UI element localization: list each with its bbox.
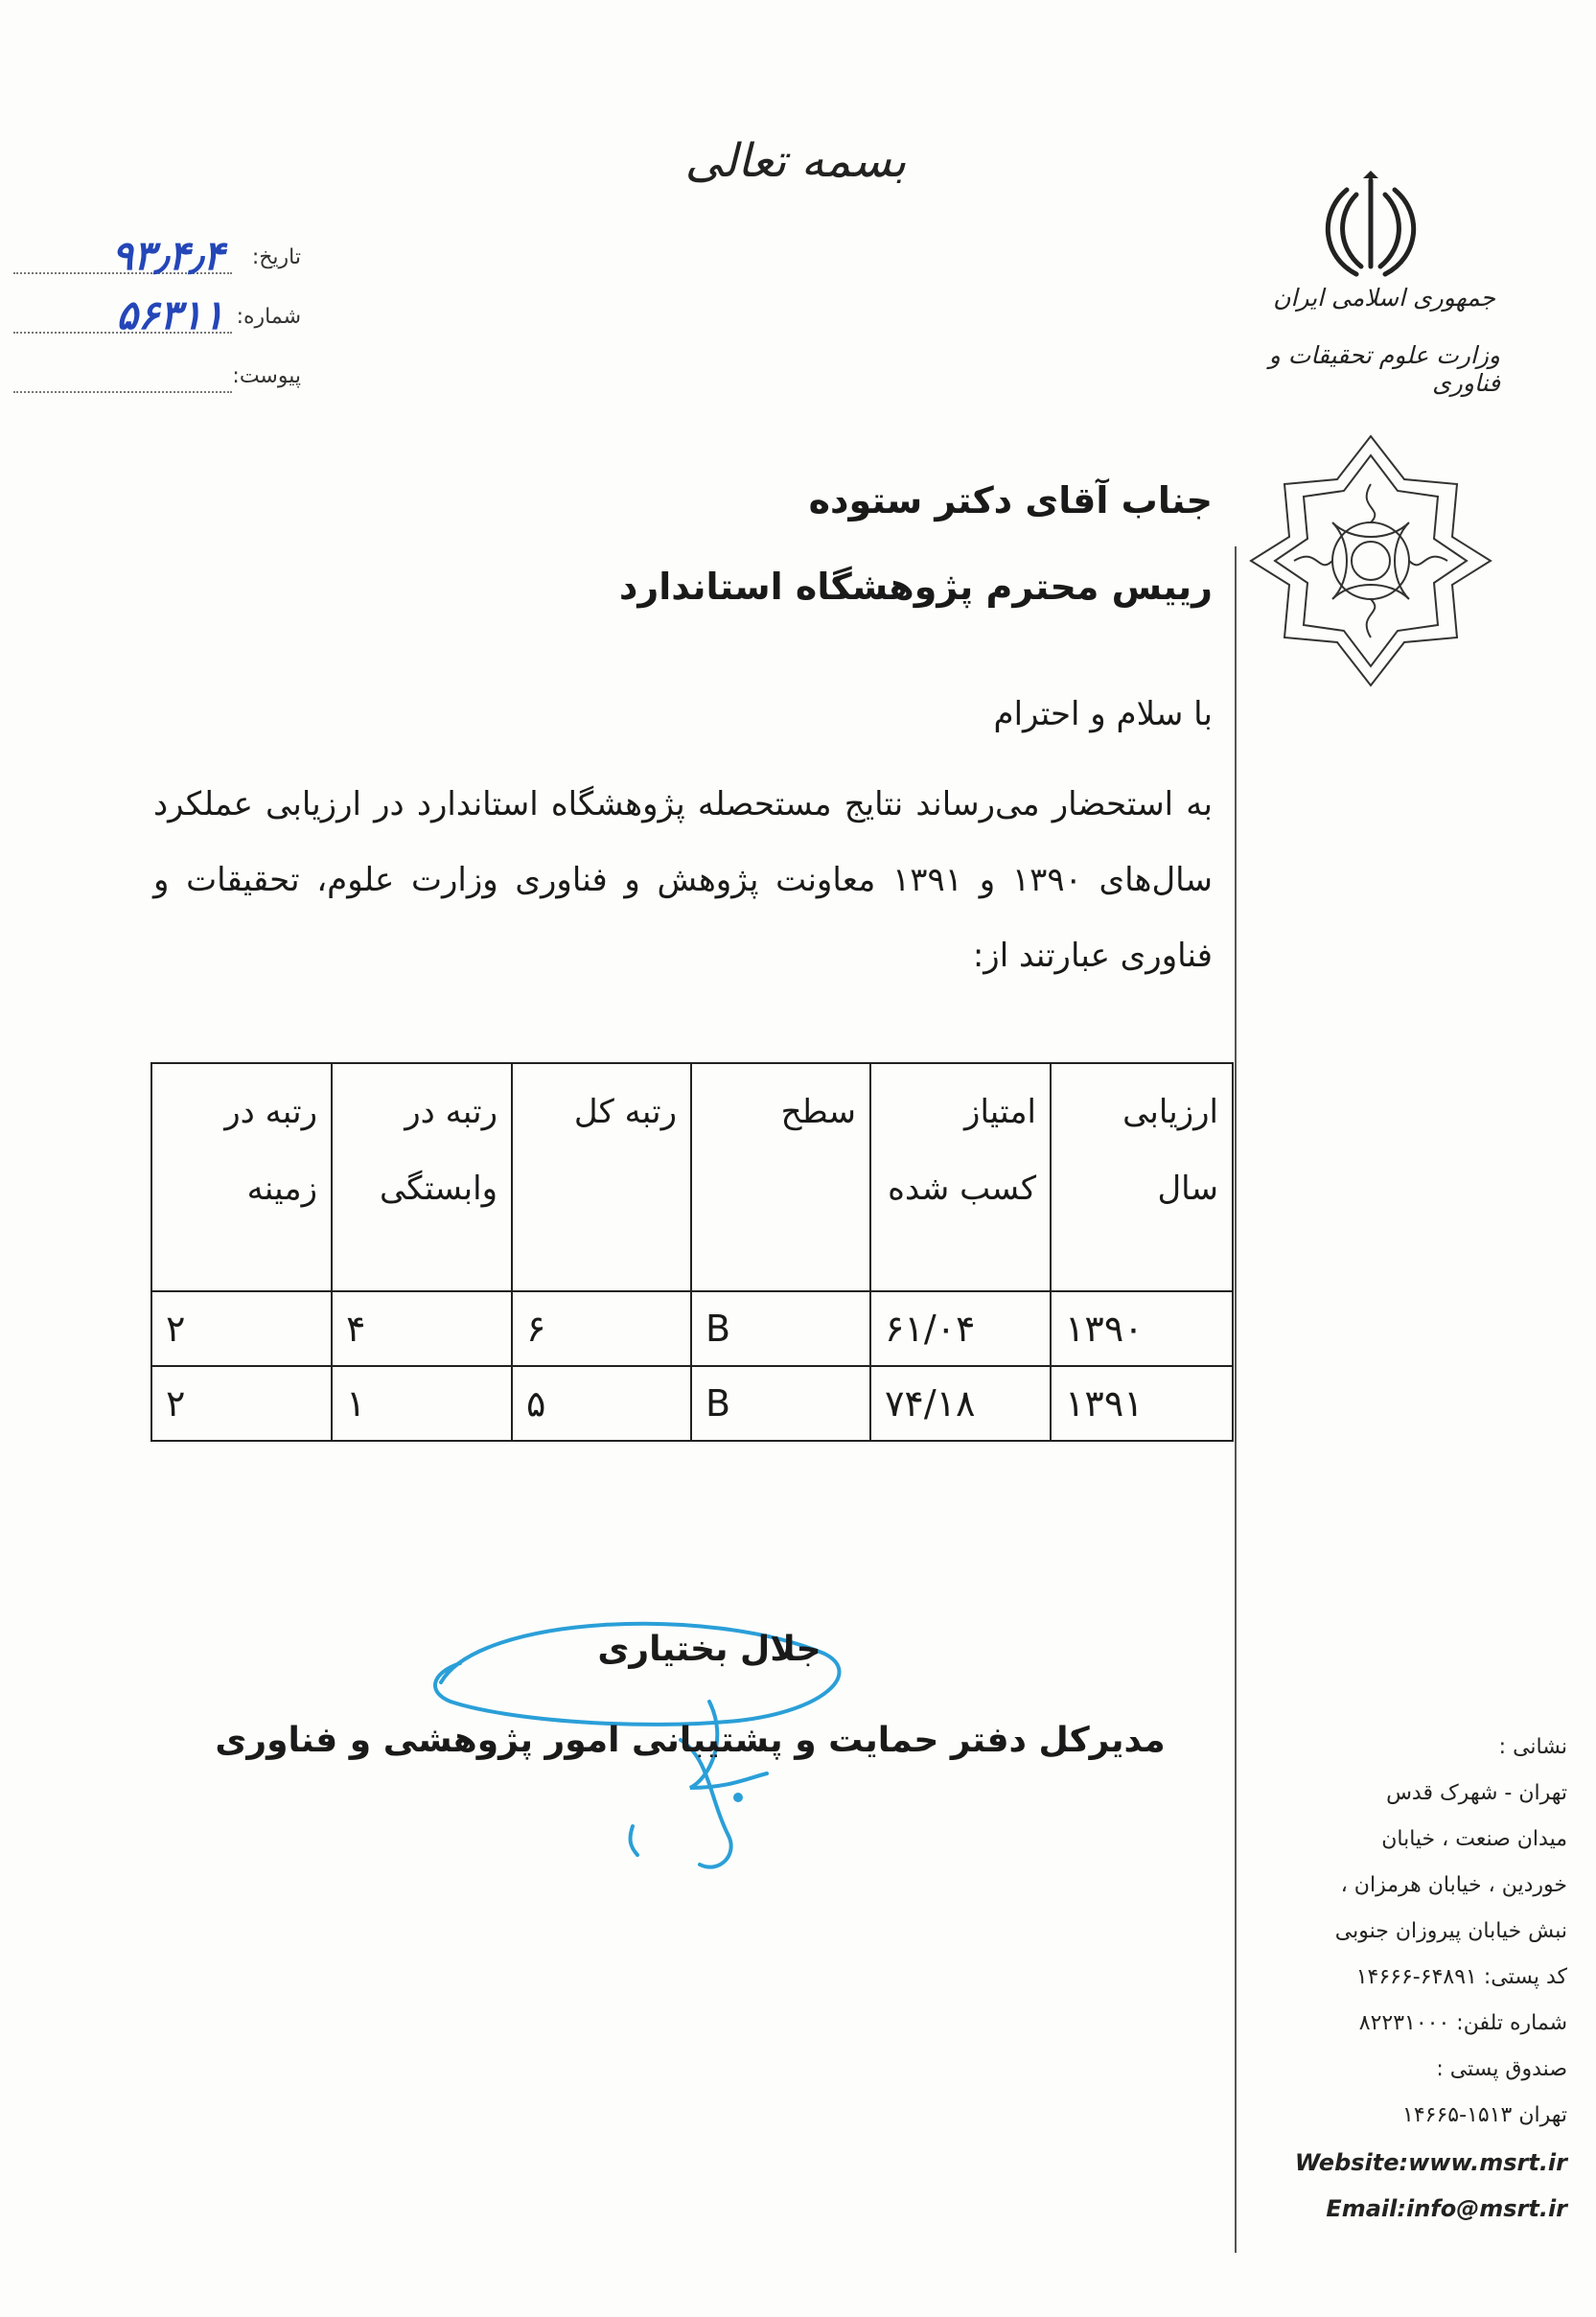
phone-number: شماره تلفن: ۸۲۲۳۱۰۰۰: [1358, 2011, 1567, 2035]
signatory-title: مدیرکل دفتر حمایت و پشتیبانی امور پژوهشی و فناوری: [215, 1721, 1166, 1760]
greeting: با سلام و احترام: [993, 695, 1213, 733]
header-score: امتیاز کسب شده: [870, 1063, 1051, 1291]
date-value: ۹۳٫۴٫۴: [111, 232, 224, 279]
email-link[interactable]: Email:info@msrt.ir: [1326, 2195, 1567, 2222]
cell-year: ۱۳۹۱: [1051, 1366, 1233, 1441]
org-line-2: وزارت علوم تحقیقات و فناوری: [1268, 341, 1500, 397]
cell-score: ۷۴/۱۸: [870, 1366, 1051, 1441]
address-line: نبش خیابان پیروزان جنوبی: [1334, 1919, 1567, 1943]
address-line: خوردین ، خیابان هرمزان ،: [1340, 1873, 1567, 1897]
header-level: سطح: [691, 1063, 870, 1291]
website-link[interactable]: Website:www.msrt.ir: [1294, 2149, 1567, 2176]
number-value: ۵۶۳۱۱: [116, 291, 224, 338]
table-row: [151, 1291, 1233, 1366]
po-box-label: صندوق پستی :: [1436, 2057, 1567, 2081]
number-label: شماره:: [236, 305, 301, 329]
cell-year: ۱۳۹۰: [1051, 1291, 1233, 1366]
attachment-field: [13, 359, 301, 406]
cell-level: B: [691, 1366, 870, 1441]
cell-score: ۶۱/۰۴: [870, 1291, 1051, 1366]
address-label: نشانی :: [1498, 1735, 1567, 1759]
cell-total-rank: ۶: [512, 1291, 691, 1366]
org-line-1: جمهوری اسلامی ایران: [1273, 284, 1495, 312]
header-field-rank: رتبه در زمینه: [151, 1063, 332, 1291]
cell-field-rank: ۲: [151, 1291, 332, 1366]
date-field: [13, 232, 301, 288]
attachment-label: پیوست:: [232, 364, 301, 388]
header-affiliation-rank: رتبه در وابستگی: [332, 1063, 512, 1291]
letter-body: به استحضار می‌رساند نتایج مستحصله پژوهشگاه استاندارد در ارزیابی عملکرد سال‌های ۱۳۹۰ و ۱۳۹۱ معاونت پژوهش و فناوری وزارت علوم، تحقیقات و فناوری عبارتند از:: [153, 785, 1214, 975]
ornament-icon: [1246, 431, 1495, 690]
address-line: تهران - شهرک قدس: [1386, 1781, 1567, 1805]
number-field: [13, 291, 301, 347]
table-row: [151, 1366, 1233, 1441]
cell-level: B: [691, 1291, 870, 1366]
cell-total-rank: ۵: [512, 1366, 691, 1441]
signatory-name: جلال بختیاری: [597, 1630, 821, 1669]
address-line: میدان صنعت ، خیابان: [1381, 1827, 1567, 1851]
postal-code: کد پستی: ۶۴۸۹۱-۱۴۶۶۶: [1355, 1965, 1567, 1989]
recipient-title: رییس محترم پژوهشگاه استاندارد: [618, 566, 1213, 608]
cell-field-rank: ۲: [151, 1366, 332, 1441]
header-total-rank: رتبه کل: [512, 1063, 691, 1291]
footer-address: [1222, 1735, 1567, 2241]
iran-emblem-icon: [1313, 171, 1428, 286]
table-header-row: [151, 1063, 1233, 1291]
recipient-name: جناب آقای دکتر ستوده: [808, 479, 1213, 521]
po-box: تهران ۱۵۱۳-۱۴۶۶۵: [1402, 2103, 1567, 2127]
cell-affiliation-rank: ۱: [332, 1366, 512, 1441]
cell-affiliation-rank: ۴: [332, 1291, 512, 1366]
attachment-line: [13, 391, 232, 393]
date-label: تاریخ:: [251, 245, 301, 269]
results-table: [150, 1062, 1234, 1442]
header-year: ارزیابی سال: [1051, 1063, 1233, 1291]
bismillah-heading: بسمه تعالی: [684, 134, 907, 188]
